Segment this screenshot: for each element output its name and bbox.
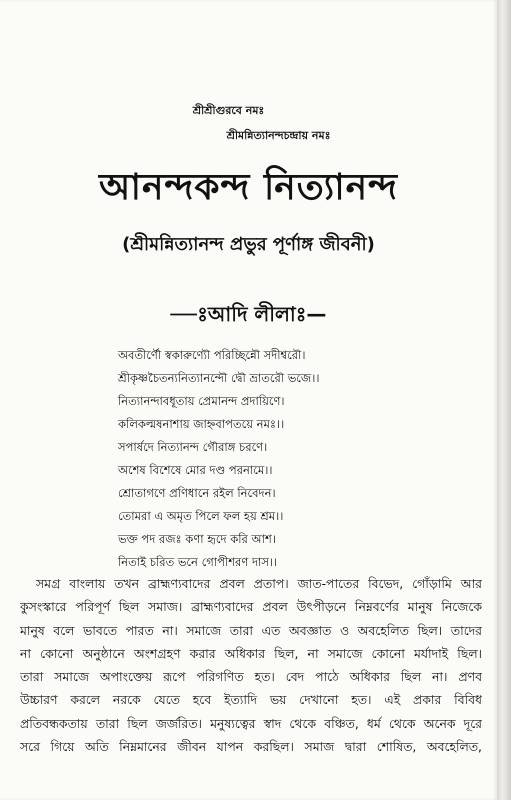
verse-line: সপার্ষদে নিত্যানন্দ গৌরাঙ্গ চরণে।: [118, 440, 268, 454]
paragraph-line: কুসংস্কারে পরিপূর্ণ ছিল সমাজ। ব্রাহ্মণ্যবাদের প্রবল উৎপীড়নে নিম্নবর্ণের মানুষ নিজেকে: [20, 599, 482, 615]
section-heading: —ঃআদি লীলাঃ—: [170, 302, 327, 326]
paragraph-line: তারা সমাজে অপাংক্তেয় রূপে পরিগণিত হত। বেদ পাঠে অধিকার ছিল না। প্রণব: [20, 669, 482, 685]
verse-line: শ্রীকৃষ্ণচৈতন্যনিত্যানন্দৌ দ্বৌ ভ্রাতরৌ ভজে।।: [118, 371, 320, 385]
page-subtitle: (শ্রীমন্নিত্যানন্দ প্রভুর পূর্ণাঙ্গ জীবনী): [122, 234, 375, 255]
paragraph-line: উচ্চারণ করলে নরকে যেতে হবে ইত্যাদি ভয় দেখানো হত। এই প্রকার বিবিধ: [20, 692, 482, 708]
verse-line: অবতীর্ণৌ স্বকারুণ্যৌ পরিচ্ছিন্নৌ সদীশ্বরৌ।: [118, 348, 306, 362]
verse-line: শ্রোতাগণে প্রণিধানে রইল নিবেদন।: [118, 486, 276, 500]
verse-line: ভক্ত পদ রজঃ কণা হৃদে করি আশ।: [118, 532, 276, 546]
paragraph-line: সরে গিয়ে অতি নিম্নমানের জীবন যাপন করছিল। সমাজ দ্বারা শোষিত, অবহেলিত,: [20, 739, 482, 755]
paragraph-line: মানুষ বলে ভাবতে পারত না। সমাজে তারা এত অবজ্ঞাত ও অবহেলিত ছিল। তাদের: [20, 622, 482, 638]
verse-block: [118, 344, 488, 574]
verse-line: নিত্যানন্দাবধূতায় প্রেমানন্দ প্রদায়িণে।: [118, 394, 285, 408]
verse-line: তোমরা এ অমৃত পিলে ফল হয় শ্রম।।: [118, 509, 284, 523]
verse-line: অশেষ বিশেষে মোর দণ্ড পরনামে।।: [118, 463, 273, 477]
body-paragraph: [20, 572, 482, 758]
paragraph-line: প্রতিবন্ধকতায় তারা ছিল জর্জরিত। মনুষ্যত্বের স্বাদ থেকে বঞ্চিত, ধর্ম থেকে অনেক দূরে: [20, 715, 482, 731]
verse-line: কলিকল্মষনাশায় জাহ্নবাপতয়ে নমঃ।।: [118, 417, 285, 431]
page-title: আনন্দকন্দ নিত্যানন্দ: [98, 166, 399, 208]
paragraph-line: না কোনো অনুষ্ঠানে অংশগ্রহণ করার অধিকার ছিল, না সমাজে কোনো মর্যাদাই ছিল।: [20, 645, 482, 661]
page-edge: [497, 0, 511, 800]
invocation-nityananda: শ্রীমন্নিত্যানন্দচন্দ্রায় নমঃ: [226, 129, 331, 142]
verse-line: নিতাই চরিত ভনে গোপীশরণ দাস।।: [118, 555, 278, 569]
paragraph-line: সমগ্র বাংলায় তখন ব্রাহ্মণ্যবাদের প্রবল প্রতাপ। জাত-পাতের বিভেদ, গোঁড়ামি আর: [36, 576, 482, 591]
invocation-guru: শ্রীশ্রীগুরবে নমঃ: [192, 104, 265, 117]
